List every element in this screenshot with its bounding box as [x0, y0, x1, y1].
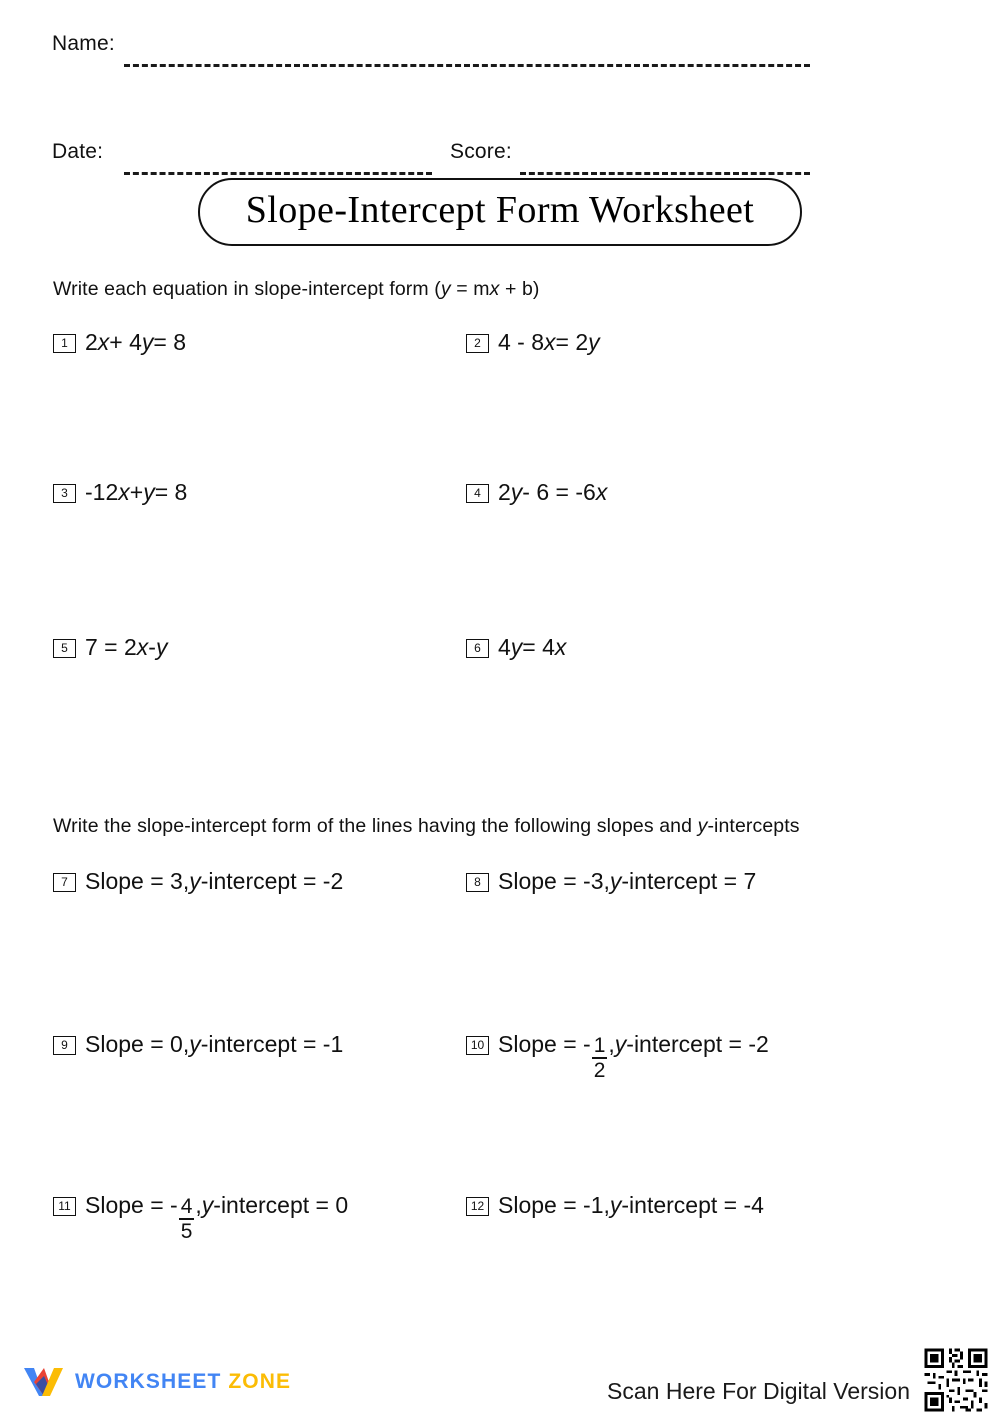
instruction-section-2 — [53, 813, 800, 839]
expr-part: Slope = 0, — [85, 1031, 190, 1057]
instruction-section-1 — [53, 276, 539, 302]
expr-part: = 2 — [555, 329, 589, 355]
expr-var-y: y — [189, 1031, 201, 1057]
expr-var-x: x — [595, 479, 608, 505]
instruction-text-1b: = m — [450, 278, 490, 300]
worksheet-zone-mark-icon — [22, 1362, 66, 1402]
problem-expression — [498, 1190, 764, 1220]
instruction-var-x-1: x — [489, 278, 500, 300]
problem-expression — [498, 632, 566, 662]
problem-number-badge: 11 — [53, 1197, 76, 1216]
expr-var-y: y — [510, 479, 523, 505]
problem-number-badge: 1 — [53, 334, 76, 353]
logo-word-worksheet: WORKSHEET — [75, 1370, 222, 1393]
problem-11 — [53, 1190, 348, 1242]
logo-wordmark — [75, 1370, 291, 1394]
expr-var-y: y — [609, 868, 622, 894]
qr-code-icon[interactable] — [922, 1346, 990, 1414]
problem-7 — [53, 866, 343, 896]
score-write-line[interactable] — [520, 172, 810, 175]
scan-prompt-text: Scan Here For Digital Version — [607, 1378, 910, 1404]
problem-number-badge: 2 — [466, 334, 489, 353]
expr-var-y: y — [609, 1192, 622, 1218]
problem-number-badge: 5 — [53, 639, 76, 658]
expr-part: Slope = - — [498, 1031, 591, 1057]
expr-var-x: x — [554, 634, 567, 660]
fraction-denominator: 2 — [593, 1059, 606, 1082]
fraction-numerator: 1 — [593, 1034, 606, 1057]
worksheet-zone-logo[interactable] — [22, 1362, 291, 1402]
expr-part: 4 - 8 — [498, 329, 545, 355]
fraction-denominator: 5 — [180, 1220, 193, 1243]
fraction-numerator: 4 — [180, 1195, 193, 1218]
expr-part: Slope = -3, — [498, 868, 610, 894]
fraction — [592, 1035, 608, 1081]
expr-var-y: y — [143, 479, 155, 505]
expr-part: Slope = 3, — [85, 868, 190, 894]
expr-part: -intercept = -1 — [200, 1031, 344, 1057]
instruction-text-2a: Write the slope-intercept form of the lines having the following slopes and — [53, 815, 698, 837]
expr-part: -12 — [85, 479, 119, 505]
expr-part: - — [148, 634, 156, 660]
expr-var-y: y — [510, 634, 523, 660]
expr-part: = 8 — [154, 479, 188, 505]
problem-expression — [85, 866, 343, 896]
problem-1 — [53, 327, 186, 357]
instruction-text-1a: Write each equation in slope-intercept form ( — [53, 278, 441, 300]
problem-number-badge: 12 — [466, 1197, 489, 1216]
expr-var-y: y — [189, 868, 201, 894]
problem-number-badge: 10 — [466, 1036, 489, 1055]
expr-part: = 8 — [153, 329, 187, 355]
problem-8 — [466, 866, 756, 896]
problem-number-badge: 9 — [53, 1036, 76, 1055]
problem-3 — [53, 477, 187, 507]
expr-part: = 4 — [522, 634, 555, 660]
score-label: Score: — [450, 140, 512, 163]
expr-part: Slope = -1, — [498, 1192, 610, 1218]
expr-part: 7 = 2 — [85, 634, 137, 660]
name-label: Name: — [52, 32, 115, 55]
expr-var-x: x — [136, 634, 149, 660]
expr-part: -intercept = 0 — [213, 1192, 349, 1218]
problem-expression — [85, 477, 187, 507]
problem-4 — [466, 477, 607, 507]
expr-part: + 4 — [109, 329, 142, 355]
date-score-field-row — [52, 80, 952, 163]
expr-part: -intercept = 7 — [621, 868, 757, 894]
instruction-text-1c: + b) — [499, 278, 540, 300]
date-label: Date: — [52, 140, 104, 163]
instruction-var-y-1: y — [440, 278, 451, 300]
problem-expression — [85, 632, 167, 662]
expr-part: 4 — [498, 634, 511, 660]
problem-number-badge: 3 — [53, 484, 76, 503]
problem-expression — [498, 477, 607, 507]
problem-expression — [85, 1190, 348, 1242]
expr-var-x: x — [97, 329, 110, 355]
expr-var-y: y — [201, 1192, 214, 1218]
expr-var-y: y — [155, 634, 168, 660]
problem-2 — [466, 327, 600, 357]
page-title: Slope-Intercept Form Worksheet — [198, 178, 802, 246]
problem-number-badge: 4 — [466, 484, 489, 503]
problem-expression — [498, 1029, 769, 1081]
expr-var-x: x — [118, 479, 130, 505]
expr-part: -intercept = -2 — [626, 1031, 769, 1057]
problem-number-badge: 7 — [53, 873, 76, 892]
problem-6 — [466, 632, 566, 662]
problem-expression — [85, 327, 186, 357]
problem-number-badge: 6 — [466, 639, 489, 658]
expr-var-y: y — [614, 1031, 627, 1057]
name-field-row — [52, 28, 952, 80]
problem-expression — [498, 327, 600, 357]
problem-number-badge: 8 — [466, 873, 489, 892]
expr-var-y: y — [141, 329, 154, 355]
expr-part: 2 — [85, 329, 98, 355]
expr-part: , — [195, 1192, 202, 1218]
name-write-line[interactable] — [124, 64, 810, 67]
problem-expression — [85, 1029, 343, 1059]
expr-part: -intercept = -2 — [200, 868, 344, 894]
expr-part: -intercept = -4 — [621, 1192, 764, 1218]
expr-var-y: y — [588, 329, 600, 355]
expr-part: Slope = - — [85, 1192, 178, 1218]
problem-10 — [466, 1029, 769, 1081]
expr-part: 2 — [498, 479, 511, 505]
date-write-line[interactable] — [124, 172, 432, 175]
expr-part: + — [129, 479, 144, 505]
fraction — [179, 1196, 195, 1242]
problem-expression — [498, 866, 756, 896]
page-title-container — [0, 178, 1000, 246]
problem-12 — [466, 1190, 764, 1220]
expr-part: - 6 = -6 — [522, 479, 596, 505]
worksheet-header — [52, 28, 952, 163]
logo-word-zone: ZONE — [228, 1370, 292, 1393]
problem-5 — [53, 632, 167, 662]
instruction-var-y-2: y — [697, 815, 708, 837]
instruction-text-2b: -intercepts — [707, 815, 800, 837]
expr-part: , — [608, 1031, 615, 1057]
expr-var-x: x — [544, 329, 556, 355]
problem-9 — [53, 1029, 343, 1059]
